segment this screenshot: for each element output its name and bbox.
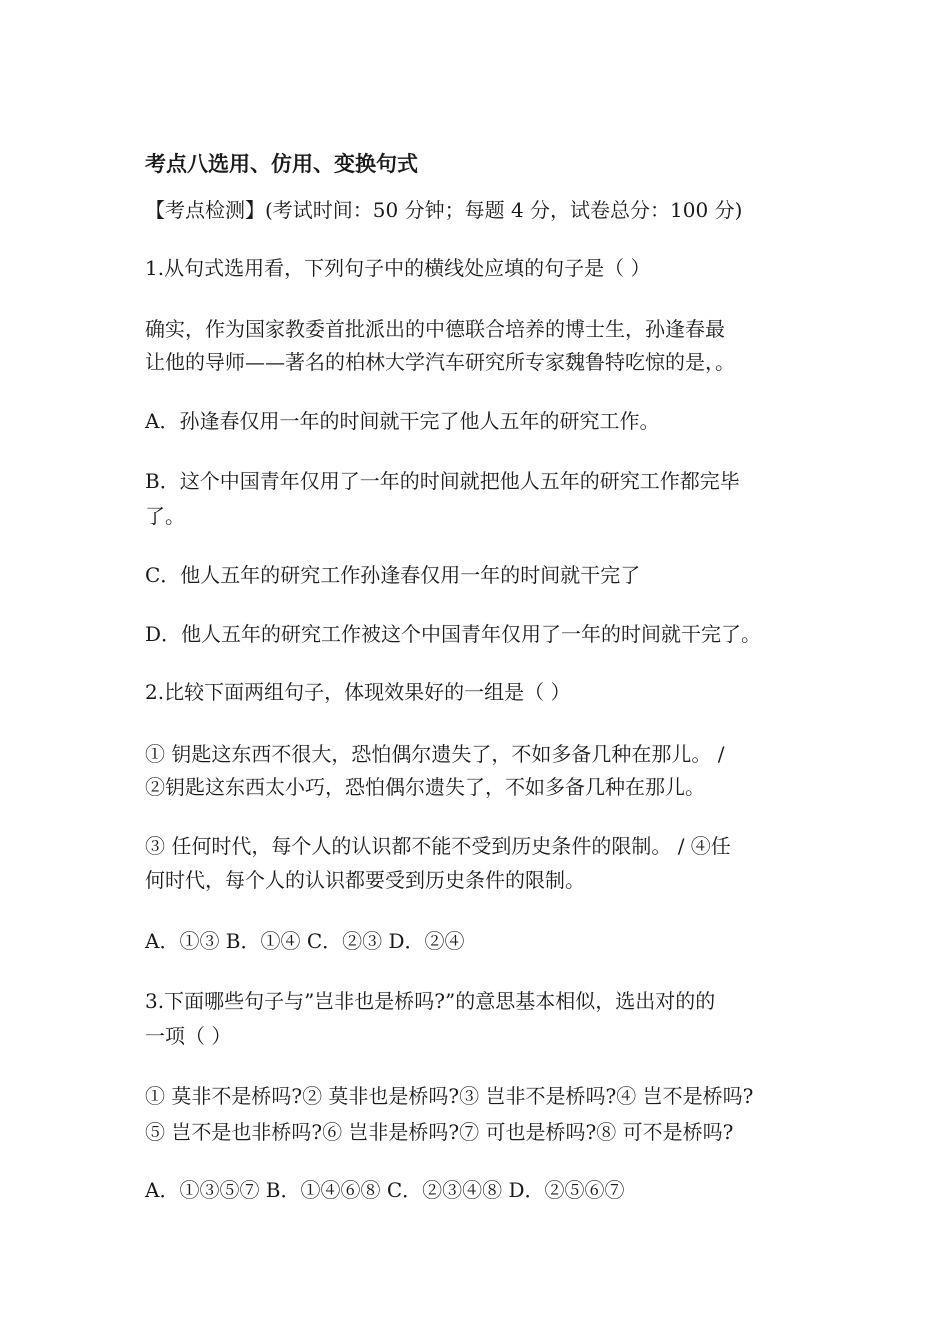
- q1-stem: 1.从句式选用看，下列句子中的横线处应填的句子是（ ）: [145, 256, 651, 280]
- document-title: 考点八选用、仿用、变换句式: [145, 151, 418, 176]
- q1-option-b-line2: 了。: [145, 504, 185, 528]
- q3-stem-line2: 一项（ ）: [145, 1024, 232, 1048]
- q3-sentences-line1: ① 莫非不是桥吗?② 莫非也是桥吗?③ 岂非不是桥吗?④ 岂不是桥吗?: [145, 1084, 754, 1108]
- q3-options: A．①③⑤⑦ B．①④⑥⑧ C．②③④⑧ D．②⑤⑥⑦: [145, 1178, 625, 1202]
- q1-option-d: D．他人五年的研究工作被这个中国青年仅用了一年的时间就干完了。: [145, 622, 762, 646]
- q1-context-line2: 让他的导师——著名的柏林大学汽车研究所专家魏鲁特吃惊的是，。: [145, 350, 735, 374]
- q2-group1-line1: ① 钥匙这东西不很大，恐怕偶尔遗失了，不如多备几种在那儿。 /: [145, 742, 725, 766]
- q1-option-c: C．他人五年的研究工作孙逢春仅用一年的时间就干完了: [145, 563, 641, 587]
- q2-group2-line1: ③ 任何时代，每个人的认识都不能不受到历史条件的限制。 / ④任: [145, 834, 731, 858]
- exam-header: 【考点检测】(考试时间：50 分钟；每题 4 分，试卷总分：100 分): [145, 198, 743, 222]
- q1-option-b-line1: B．这个中国青年仅用了一年的时间就把他人五年的研究工作都完毕: [145, 469, 740, 493]
- q1-option-a: A．孙逢春仅用一年的时间就干完了他人五年的研究工作。: [145, 409, 660, 433]
- q2-options: A．①③ B．①④ C．②③ D．②④: [145, 929, 465, 953]
- q2-stem: 2.比较下面两组句子，体现效果好的一组是（ ）: [145, 680, 571, 704]
- q3-sentences-line2: ⑤ 岂不是也非桥吗?⑥ 岂非是桥吗?⑦ 可也是桥吗?⑧ 可不是桥吗?: [145, 1120, 734, 1144]
- q1-context-line1: 确实，作为国家教委首批派出的中德联合培养的博士生，孙逢春最: [145, 317, 725, 341]
- q3-stem-line1: 3.下面哪些句子与”岂非也是桥吗?”的意思基本相似，选出对的的: [145, 989, 716, 1013]
- q2-group1-line2: ②钥匙这东西太小巧，恐怕偶尔遗失了，不如多备几种在那儿。: [145, 775, 705, 799]
- q2-group2-line2: 何时代，每个人的认识都要受到历史条件的限制。: [145, 868, 585, 892]
